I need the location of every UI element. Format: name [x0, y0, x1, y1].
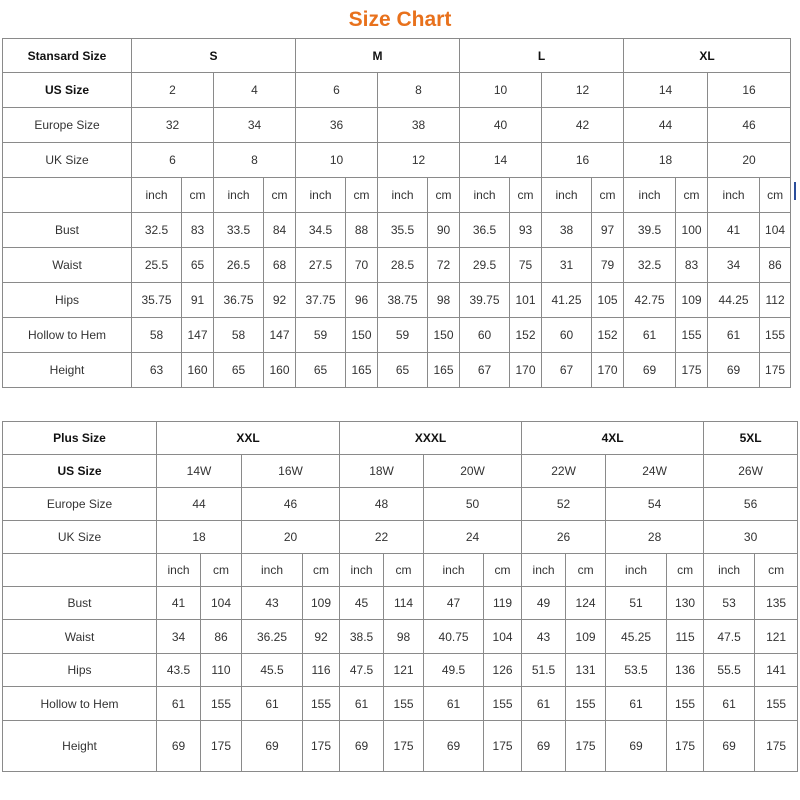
unit-inch: inch [214, 178, 264, 213]
measurement-value: 96 [346, 283, 378, 318]
us-size-cell: 4 [214, 73, 296, 108]
uk-size-cell: 6 [132, 143, 214, 178]
europe-size-cell: 54 [606, 488, 704, 521]
measurement-value: 36.75 [214, 283, 264, 318]
measurement-value: 39.5 [624, 213, 676, 248]
measurement-label: Hollow to Hem [3, 687, 157, 721]
measurement-value: 155 [755, 687, 798, 721]
us-size-row [3, 455, 798, 488]
us-size-cell: 22W [522, 455, 606, 488]
measurement-value: 150 [428, 318, 460, 353]
europe-size-cell: 44 [624, 108, 708, 143]
measurement-value: 155 [201, 687, 242, 721]
europe-size-cell: 34 [214, 108, 296, 143]
uk-size-cell: 24 [424, 521, 522, 554]
measurement-value: 45.25 [606, 620, 667, 654]
measurement-value: 155 [303, 687, 340, 721]
unit-row [3, 178, 791, 213]
measurement-value: 43 [242, 587, 303, 620]
measurement-value: 136 [667, 654, 704, 687]
group-5xl: 5XL [704, 422, 798, 455]
measurement-value: 42.75 [624, 283, 676, 318]
unit-cm: cm [484, 554, 522, 587]
unit-cm: cm [384, 554, 424, 587]
measurement-row [3, 687, 798, 721]
us-size-cell: 16W [242, 455, 340, 488]
measurement-value: 38.75 [378, 283, 428, 318]
measurement-value: 88 [346, 213, 378, 248]
measurement-value: 39.75 [460, 283, 510, 318]
measurement-value: 69 [704, 721, 755, 772]
measurement-value: 141 [755, 654, 798, 687]
us-size-label: US Size [3, 73, 132, 108]
measurement-value: 47.5 [704, 620, 755, 654]
measurement-row [3, 620, 798, 654]
europe-size-cell: 46 [242, 488, 340, 521]
measurement-value: 155 [566, 687, 606, 721]
measurement-value: 165 [346, 353, 378, 388]
measurement-value: 31 [542, 248, 592, 283]
measurement-value: 49.5 [424, 654, 484, 687]
measurement-value: 121 [755, 620, 798, 654]
europe-size-cell: 36 [296, 108, 378, 143]
measurement-value: 175 [384, 721, 424, 772]
measurement-value: 175 [760, 353, 791, 388]
measurement-value: 69 [522, 721, 566, 772]
uk-size-cell: 18 [157, 521, 242, 554]
measurement-value: 115 [667, 620, 704, 654]
measurement-value: 75 [510, 248, 542, 283]
measurement-value: 37.75 [296, 283, 346, 318]
measurement-value: 116 [303, 654, 340, 687]
measurement-value: 27.5 [296, 248, 346, 283]
measurement-label: Bust [3, 587, 157, 620]
measurement-value: 83 [676, 248, 708, 283]
unit-inch: inch [424, 554, 484, 587]
unit-inch: inch [704, 554, 755, 587]
measurement-value: 61 [606, 687, 667, 721]
unit-inch: inch [242, 554, 303, 587]
europe-size-row [3, 108, 791, 143]
measurement-value: 60 [460, 318, 510, 353]
uk-size-cell: 28 [606, 521, 704, 554]
measurement-value: 65 [296, 353, 346, 388]
measurement-row [3, 283, 791, 318]
us-size-cell: 18W [340, 455, 424, 488]
measurement-label: Height [3, 721, 157, 772]
measurement-value: 91 [182, 283, 214, 318]
measurement-value: 32.5 [624, 248, 676, 283]
measurement-label: Hips [3, 654, 157, 687]
uk-size-cell: 30 [704, 521, 798, 554]
measurement-value: 69 [424, 721, 484, 772]
edge-mark [794, 182, 799, 200]
measurement-value: 67 [460, 353, 510, 388]
measurement-value: 43 [522, 620, 566, 654]
measurement-value: 41.25 [542, 283, 592, 318]
measurement-value: 98 [428, 283, 460, 318]
us-size-cell: 20W [424, 455, 522, 488]
measurement-value: 61 [424, 687, 484, 721]
measurement-value: 175 [566, 721, 606, 772]
measurement-value: 70 [346, 248, 378, 283]
measurement-value: 51 [606, 587, 667, 620]
europe-size-cell: 48 [340, 488, 424, 521]
us-size-cell: 8 [378, 73, 460, 108]
group-4xl: 4XL [522, 422, 704, 455]
measurement-value: 160 [182, 353, 214, 388]
measurement-row [3, 213, 791, 248]
measurement-value: 155 [676, 318, 708, 353]
measurement-value: 69 [242, 721, 303, 772]
group-xl: XL [624, 39, 791, 73]
europe-size-row [3, 488, 798, 521]
measurement-value: 60 [542, 318, 592, 353]
standard-size-table [2, 38, 791, 388]
measurement-value: 61 [704, 687, 755, 721]
measurement-value: 35.75 [132, 283, 182, 318]
measurement-row [3, 353, 791, 388]
unit-row [3, 554, 798, 587]
unit-cm: cm [428, 178, 460, 213]
measurement-value: 86 [760, 248, 791, 283]
group-s: S [132, 39, 296, 73]
unit-cm: cm [303, 554, 340, 587]
uk-size-cell: 22 [340, 521, 424, 554]
measurement-value: 61 [242, 687, 303, 721]
europe-size-label: Europe Size [3, 108, 132, 143]
uk-size-cell: 20 [708, 143, 791, 178]
us-size-cell: 24W [606, 455, 704, 488]
us-size-cell: 26W [704, 455, 798, 488]
unit-inch: inch [542, 178, 592, 213]
measurement-value: 34 [708, 248, 760, 283]
measurement-value: 109 [303, 587, 340, 620]
measurement-value: 152 [510, 318, 542, 353]
measurement-value: 47.5 [340, 654, 384, 687]
uk-size-row [3, 521, 798, 554]
us-size-cell: 16 [708, 73, 791, 108]
uk-size-cell: 14 [460, 143, 542, 178]
measurement-value: 69 [157, 721, 201, 772]
measurement-value: 40.75 [424, 620, 484, 654]
measurement-value: 100 [676, 213, 708, 248]
measurement-row [3, 721, 798, 772]
europe-size-label: Europe Size [3, 488, 157, 521]
measurement-value: 92 [303, 620, 340, 654]
measurement-value: 69 [624, 353, 676, 388]
unit-inch: inch [522, 554, 566, 587]
measurement-value: 152 [592, 318, 624, 353]
measurement-value: 34.5 [296, 213, 346, 248]
measurement-value: 49 [522, 587, 566, 620]
unit-cm: cm [760, 178, 791, 213]
measurement-value: 104 [201, 587, 242, 620]
plus-size-table [2, 421, 798, 772]
measurement-value: 155 [667, 687, 704, 721]
page-title: Size Chart [348, 8, 452, 31]
europe-size-cell: 56 [704, 488, 798, 521]
unit-inch: inch [132, 178, 182, 213]
measurement-value: 53 [704, 587, 755, 620]
measurement-value: 121 [384, 654, 424, 687]
measurement-value: 61 [340, 687, 384, 721]
uk-size-label: UK Size [3, 143, 132, 178]
group-header-row [3, 39, 791, 73]
europe-size-cell: 32 [132, 108, 214, 143]
measurement-value: 155 [760, 318, 791, 353]
measurement-value: 126 [484, 654, 522, 687]
measurement-value: 41 [157, 587, 201, 620]
measurement-row [3, 587, 798, 620]
measurement-value: 112 [760, 283, 791, 318]
unit-cm: cm [755, 554, 798, 587]
uk-size-cell: 10 [296, 143, 378, 178]
measurement-value: 44.25 [708, 283, 760, 318]
measurement-value: 45.5 [242, 654, 303, 687]
measurement-value: 155 [484, 687, 522, 721]
measurement-value: 150 [346, 318, 378, 353]
measurement-value: 175 [667, 721, 704, 772]
measurement-value: 109 [566, 620, 606, 654]
measurement-value: 165 [428, 353, 460, 388]
measurement-value: 97 [592, 213, 624, 248]
measurement-value: 110 [201, 654, 242, 687]
measurement-value: 47 [424, 587, 484, 620]
measurement-value: 58 [132, 318, 182, 353]
europe-size-cell: 38 [378, 108, 460, 143]
us-size-label: US Size [3, 455, 157, 488]
measurement-label: Hips [3, 283, 132, 318]
standard-size-label: Stansard Size [3, 39, 132, 73]
unit-cm: cm [346, 178, 378, 213]
measurement-value: 35.5 [378, 213, 428, 248]
measurement-value: 104 [484, 620, 522, 654]
measurement-value: 109 [676, 283, 708, 318]
group-l: L [460, 39, 624, 73]
unit-inch: inch [157, 554, 201, 587]
uk-size-row [3, 143, 791, 178]
uk-size-cell: 16 [542, 143, 624, 178]
measurement-value: 79 [592, 248, 624, 283]
measurement-row [3, 318, 791, 353]
measurement-value: 175 [755, 721, 798, 772]
group-xxxl: XXXL [340, 422, 522, 455]
unit-inch: inch [624, 178, 676, 213]
us-size-row [3, 73, 791, 108]
plus-size-label: Plus Size [3, 422, 157, 455]
measurement-value: 36.5 [460, 213, 510, 248]
measurement-value: 41 [708, 213, 760, 248]
uk-size-cell: 20 [242, 521, 340, 554]
measurement-value: 170 [592, 353, 624, 388]
measurement-value: 55.5 [704, 654, 755, 687]
uk-size-cell: 12 [378, 143, 460, 178]
us-size-cell: 12 [542, 73, 624, 108]
us-size-cell: 2 [132, 73, 214, 108]
group-header-row [3, 422, 798, 455]
measurement-value: 175 [303, 721, 340, 772]
europe-size-cell: 42 [542, 108, 624, 143]
measurement-label: Bust [3, 213, 132, 248]
unit-cm: cm [676, 178, 708, 213]
measurement-value: 175 [676, 353, 708, 388]
measurement-value: 69 [606, 721, 667, 772]
measurement-value: 58 [214, 318, 264, 353]
unit-cm: cm [667, 554, 704, 587]
measurement-value: 135 [755, 587, 798, 620]
uk-size-cell: 18 [624, 143, 708, 178]
measurement-value: 170 [510, 353, 542, 388]
measurement-value: 65 [182, 248, 214, 283]
europe-size-cell: 52 [522, 488, 606, 521]
measurement-value: 65 [214, 353, 264, 388]
unit-cm: cm [182, 178, 214, 213]
unit-inch: inch [340, 554, 384, 587]
measurement-label: Hollow to Hem [3, 318, 132, 353]
measurement-value: 38.5 [340, 620, 384, 654]
measurement-value: 130 [667, 587, 704, 620]
measurement-label: Waist [3, 620, 157, 654]
measurement-value: 32.5 [132, 213, 182, 248]
measurement-value: 38 [542, 213, 592, 248]
measurement-value: 28.5 [378, 248, 428, 283]
measurement-value: 34 [157, 620, 201, 654]
us-size-cell: 14W [157, 455, 242, 488]
measurement-value: 83 [182, 213, 214, 248]
measurement-label: Height [3, 353, 132, 388]
measurement-value: 69 [340, 721, 384, 772]
measurement-value: 86 [201, 620, 242, 654]
measurement-value: 43.5 [157, 654, 201, 687]
unit-inch: inch [708, 178, 760, 213]
measurement-value: 104 [760, 213, 791, 248]
unit-cm: cm [264, 178, 296, 213]
europe-size-cell: 44 [157, 488, 242, 521]
unit-inch: inch [296, 178, 346, 213]
unit-inch: inch [460, 178, 510, 213]
unit-inch: inch [606, 554, 667, 587]
measurement-label: Waist [3, 248, 132, 283]
unit-inch: inch [378, 178, 428, 213]
measurement-value: 69 [708, 353, 760, 388]
measurement-value: 26.5 [214, 248, 264, 283]
measurement-value: 93 [510, 213, 542, 248]
measurement-value: 147 [182, 318, 214, 353]
measurement-value: 124 [566, 587, 606, 620]
europe-size-cell: 50 [424, 488, 522, 521]
unit-cm: cm [566, 554, 606, 587]
measurement-value: 61 [157, 687, 201, 721]
measurement-value: 29.5 [460, 248, 510, 283]
unit-row-blank [3, 178, 132, 213]
measurement-value: 68 [264, 248, 296, 283]
measurement-value: 53.5 [606, 654, 667, 687]
unit-cm: cm [592, 178, 624, 213]
measurement-value: 61 [522, 687, 566, 721]
uk-size-cell: 26 [522, 521, 606, 554]
measurement-value: 63 [132, 353, 182, 388]
measurement-value: 147 [264, 318, 296, 353]
measurement-value: 131 [566, 654, 606, 687]
measurement-value: 61 [708, 318, 760, 353]
uk-size-label: UK Size [3, 521, 157, 554]
europe-size-cell: 46 [708, 108, 791, 143]
measurement-value: 67 [542, 353, 592, 388]
measurement-value: 25.5 [132, 248, 182, 283]
measurement-value: 155 [384, 687, 424, 721]
measurement-value: 119 [484, 587, 522, 620]
group-xxl: XXL [157, 422, 340, 455]
group-m: M [296, 39, 460, 73]
measurement-value: 105 [592, 283, 624, 318]
measurement-value: 65 [378, 353, 428, 388]
measurement-value: 114 [384, 587, 424, 620]
measurement-value: 45 [340, 587, 384, 620]
measurement-value: 61 [624, 318, 676, 353]
measurement-value: 59 [296, 318, 346, 353]
measurement-value: 51.5 [522, 654, 566, 687]
measurement-value: 59 [378, 318, 428, 353]
unit-row-blank [3, 554, 157, 587]
us-size-cell: 10 [460, 73, 542, 108]
measurement-value: 175 [484, 721, 522, 772]
uk-size-cell: 8 [214, 143, 296, 178]
measurement-value: 175 [201, 721, 242, 772]
europe-size-cell: 40 [460, 108, 542, 143]
measurement-row [3, 248, 791, 283]
measurement-value: 92 [264, 283, 296, 318]
measurement-value: 160 [264, 353, 296, 388]
measurement-value: 72 [428, 248, 460, 283]
unit-cm: cm [201, 554, 242, 587]
us-size-cell: 14 [624, 73, 708, 108]
measurement-value: 98 [384, 620, 424, 654]
unit-cm: cm [510, 178, 542, 213]
measurement-value: 33.5 [214, 213, 264, 248]
us-size-cell: 6 [296, 73, 378, 108]
measurement-value: 101 [510, 283, 542, 318]
measurement-value: 90 [428, 213, 460, 248]
measurement-value: 84 [264, 213, 296, 248]
measurement-row [3, 654, 798, 687]
measurement-value: 36.25 [242, 620, 303, 654]
